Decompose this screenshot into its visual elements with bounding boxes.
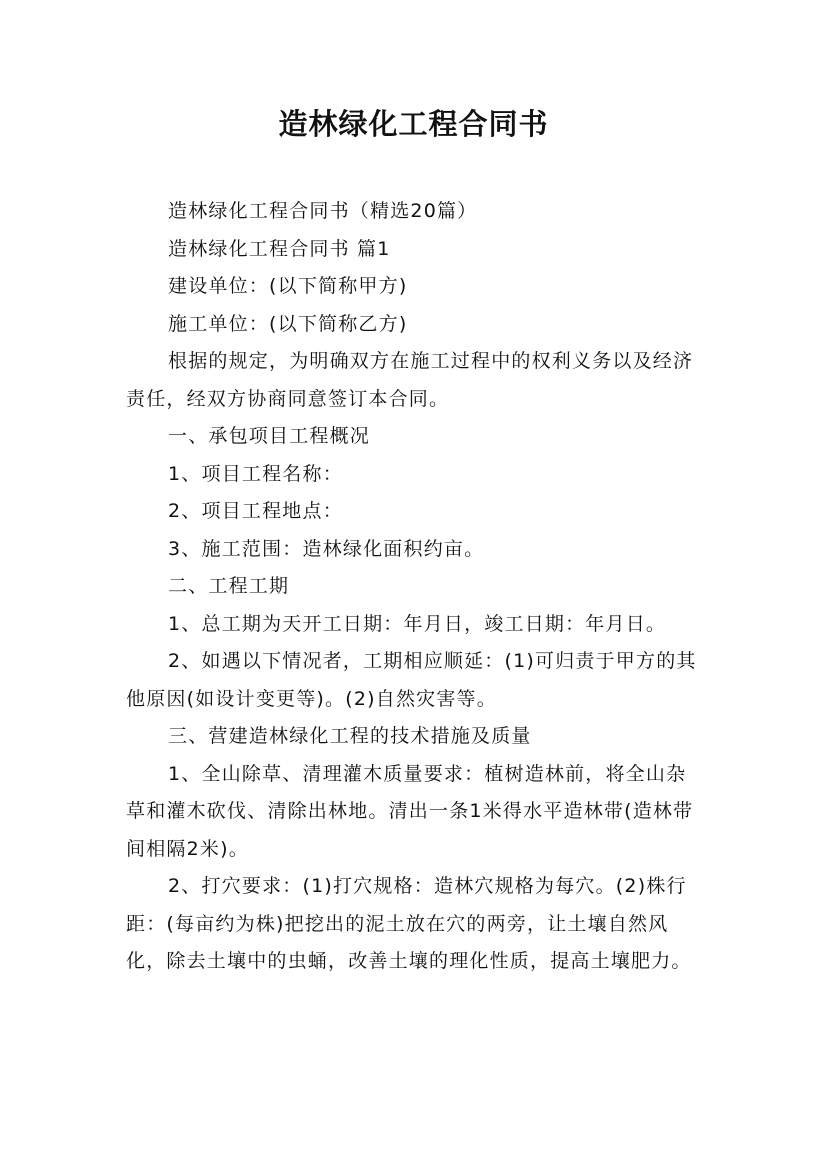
document-title: 造林绿化工程合同书 <box>278 107 549 141</box>
paragraph: 造林绿化工程合同书 篇1 <box>168 237 391 260</box>
paragraph: 2、项目工程地点： <box>168 500 343 522</box>
section-heading: 一、承包项目工程概况 <box>168 425 371 447</box>
paragraph: 施工单位：(以下简称乙方) <box>168 312 408 335</box>
paragraph: 2、如遇以下情况者，工期相应顺延：(1)可归责于甲方的其他原因(如设计变更等)。(2)自然灾害等。 <box>126 650 697 710</box>
paragraph: 造林绿化工程合同书（精选20篇） <box>168 200 478 222</box>
paragraph: 1、总工期为天开工日期：年月日，竣工日期：年月日。 <box>168 612 667 635</box>
paragraph: 1、全山除草、清理灌木质量要求：植树造林前，将全山杂草和灌木砍伐、清除出林地。清出一条1米得水平造林带(造林带间相隔2米)。 <box>126 762 694 860</box>
section-heading: 二、工程工期 <box>168 575 290 597</box>
paragraph: 2、打穴要求：(1)打穴规格：造林穴规格为每穴。(2)株行距：(每亩约为株)把挖出的泥土放在穴的两旁，让土壤自然风化，除去土壤中的虫蛹，改善土壤的理化性质，提高土壤肥力。 <box>126 875 692 972</box>
paragraph: 建设单位：(以下简称甲方) <box>168 275 408 297</box>
document-body <box>126 193 706 981</box>
section-heading: 三、营建造林绿化工程的技术措施及质量 <box>168 725 532 747</box>
paragraph: 根据的规定，为明确双方在施工过程中的权利义务以及经济责任，经双方协商同意签订本合同。 <box>126 350 694 410</box>
paragraph: 3、施工范围：造林绿化面积约亩。 <box>168 537 485 560</box>
paragraph: 1、项目工程名称： <box>168 462 343 485</box>
